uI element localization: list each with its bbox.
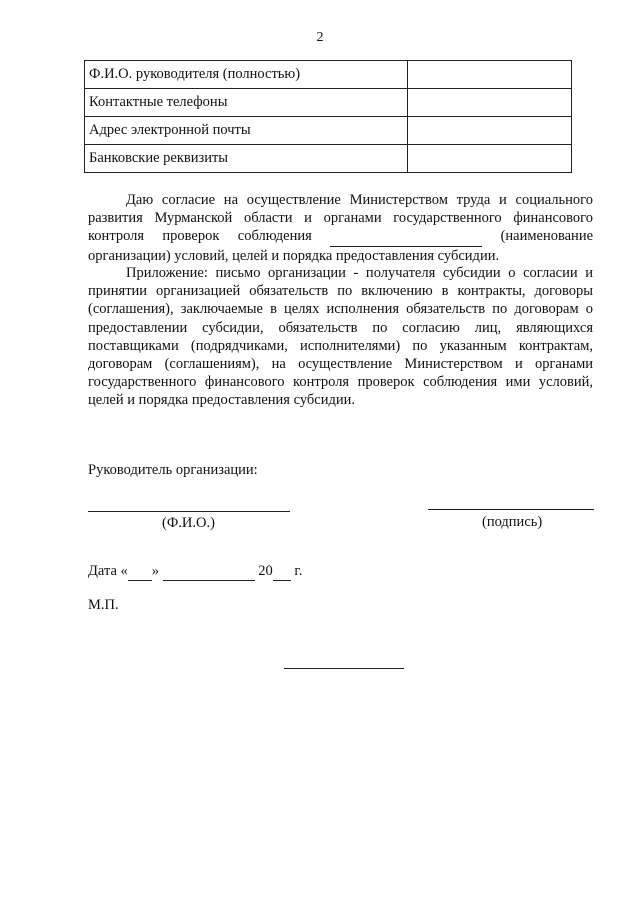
organization-name-blank[interactable] [330, 227, 482, 246]
table-row [85, 117, 572, 145]
row-value-phones[interactable] [408, 89, 572, 117]
organization-info-table [84, 60, 572, 173]
sign-caption: (подпись) [482, 514, 543, 530]
date-day-blank[interactable] [128, 563, 152, 581]
table-row [85, 61, 572, 89]
table-row [85, 89, 572, 117]
fio-signature-line[interactable] [88, 511, 290, 512]
table-row [85, 145, 572, 173]
page-number: 2 [316, 30, 324, 45]
row-value-fio[interactable] [408, 61, 572, 89]
signature-line[interactable] [428, 509, 594, 510]
date-quote-close: » [151, 563, 160, 579]
head-label: Руководитель организации: [88, 462, 258, 478]
row-label-email: Адрес электронной почты [85, 117, 408, 145]
stamp-mark: М.П. [88, 597, 119, 613]
date-month-blank[interactable] [163, 563, 255, 581]
row-value-email[interactable] [408, 117, 572, 145]
date-year-prefix: 20 [258, 563, 273, 579]
date-row [88, 563, 302, 581]
fio-caption: (Ф.И.О.) [162, 515, 215, 531]
row-label-bank: Банковские реквизиты [85, 145, 408, 173]
date-prefix: Дата « [88, 563, 128, 579]
row-label-fio: Ф.И.О. руководителя (полностью) [85, 61, 408, 89]
row-value-bank[interactable] [408, 145, 572, 173]
date-year-blank[interactable] [273, 563, 291, 581]
consent-text-before: Даю согласие на осуществление Министерством труда и социального развития Мурманской области и органами государственного финансового контроля проверок соблюдения [88, 192, 593, 245]
consent-paragraph [88, 191, 593, 265]
appendix-paragraph [88, 264, 593, 410]
end-separator-line [284, 668, 404, 669]
consent-text-after: (наименование организации) условий, целей и порядка предоставления субсидии. [88, 228, 594, 264]
appendix-text: Приложение: письмо организации - получателя субсидии о согласии и принятии организацией обязательств по включению в контракты, договоры (соглашения), заключаемые в целях исполнения обязательств по договорам о предоставлении субсидии, обязательств по согласию лиц, являющихся поставщиками (подрядчиками, исполнителями) по указанным контрактам, договорам (соглашениям), на осуществление Министерством и органами государственного финансового контроля проверок соблюдения ими условий, целей и порядка предоставления субсидии. [88, 265, 593, 409]
row-label-phones: Контактные телефоны [85, 89, 408, 117]
date-year-suffix: г. [294, 563, 303, 579]
